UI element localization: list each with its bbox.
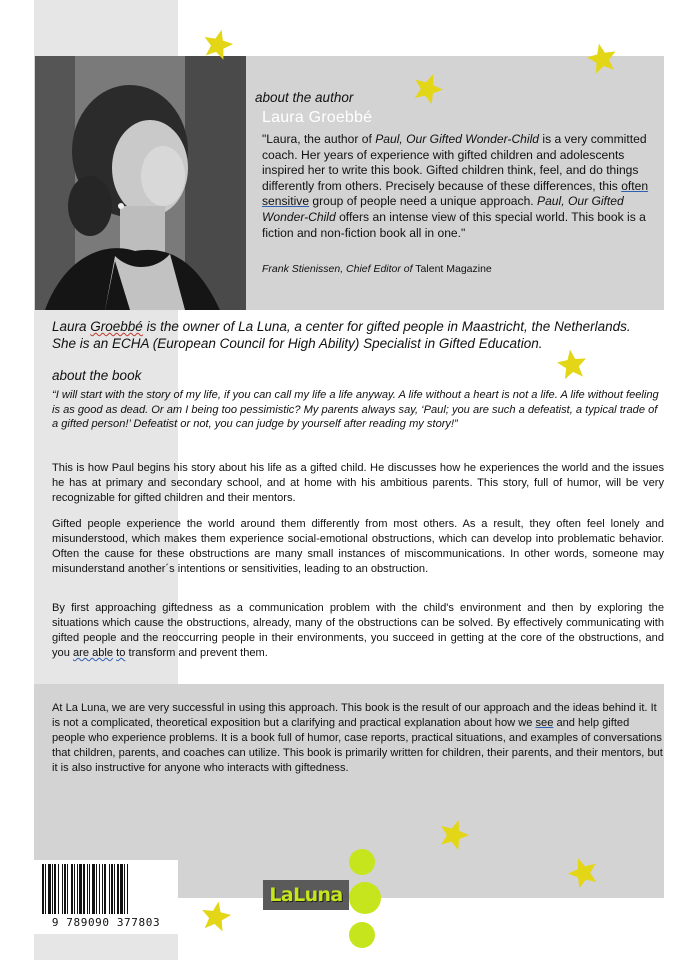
barcode-bar (117, 864, 119, 914)
barcode-bar (52, 864, 53, 914)
author-intro: Laura Groebbé is the owner of La Luna, a center for gifted people in Maastricht, the Netherlands. She is an ECHA (European Council for High Ability) Specialist in Gifted Education. (52, 319, 631, 351)
barcode-bar (127, 864, 128, 914)
star-icon (438, 818, 470, 850)
star-icon (412, 72, 444, 104)
star-icon (202, 28, 234, 60)
barcode-bar (104, 864, 106, 914)
book-paragraph: Gifted people experience the world around them differently from most others. As a result, they often feel lonely and misunderstood, which makes them experience social-emotional obstructions, which can develop into problematic behavior. Often the cause for these obstructions are many small instances of miscommunications. In other words, someone may misunderstand another´s intentions or sensitivities, leading to an obstruction. (52, 518, 664, 575)
barcode-bar (114, 864, 115, 914)
barcode-bar (89, 864, 90, 914)
barcode-bar (99, 864, 100, 914)
green-dot (349, 849, 375, 875)
barcode-bar (124, 864, 125, 914)
barcode-bar (109, 864, 110, 914)
star-icon (200, 900, 232, 932)
barcode-bar (71, 864, 73, 914)
book-heading: about the book (52, 368, 142, 383)
barcode-bar (64, 864, 66, 914)
author-name: Laura Groebbé (262, 109, 373, 126)
barcode-bar (79, 864, 82, 914)
author-quote: "Laura, the author of Paul, Our Gifted Wonder-Child is a very committed coach. Her years of experience with gifted children and adolescents inspired her to write this book. Gifted children think, feel, and do things differently from others. Precisely because of these differences, this often sensitive group of people need a unique approach. Paul, Our Gifted Wonder-Child offers an intense view of this special world. This book is a fiction and non-fiction book all in one." (262, 132, 649, 240)
laluna-logo (263, 880, 349, 910)
author-heading: about the author (255, 90, 354, 105)
star-icon (556, 348, 588, 380)
book-paragraph: At La Luna, we are very successful in using this approach. This book is the result of our approach and the ideas behind it. It is not a complicated, theoretical exposition but a clarifying and practical explanation about how we see and help gifted people who experience problems. It is a book full of humor, case reports, practical situations, and examples of conversations that children, parents, and coaches can utilize. This book is primarily written for children, their parents, and their mentors, but it is also instructive for anyone who interacts with giftedness. (52, 702, 663, 774)
barcode-bar (67, 864, 68, 914)
green-dot (349, 922, 375, 948)
barcode-bar (48, 864, 51, 914)
underlined-phrase: often sensitive (262, 178, 649, 209)
quote-source: Frank Stienissen, Chief Editor of Talent Magazine (262, 263, 492, 275)
isbn-number: 9 789090 377803 (51, 916, 161, 929)
author-photo (35, 56, 246, 310)
star-icon (567, 856, 599, 888)
green-dot (349, 882, 381, 914)
barcode-bar (62, 864, 63, 914)
misspelled-name: Groebbé (90, 319, 143, 334)
barcode-bar (83, 864, 85, 914)
book-paragraph: This is how Paul begins his story about his life as a gifted child. He discusses how he experiences the world and the issues he has at primary and secondary school, and at home with his ambitious parents. This story, full of humor, will be very recognizable for gifted children and their mentors. (52, 462, 664, 504)
star-icon (586, 42, 618, 74)
logo-text: LaLuna (269, 884, 343, 906)
book-excerpt: “I will start with the story of my life, if you can call my life a life anyway. A life without a heart is not a life. A life without feeling is as good as dead. Or am I being too pessimistic? My parents always say, ‘Paul; you are such a defeatist, a typical trade of a gifted person!’ Defeatist or not, you can judge by yourself after reading my story!” (52, 389, 659, 431)
barcode-bar (45, 864, 46, 914)
barcode-bar (74, 864, 75, 914)
barcode-bar (87, 864, 88, 914)
barcode-bar (120, 864, 123, 914)
barcode-bar (42, 864, 44, 914)
barcode-bar (111, 864, 113, 914)
barcode-bar (77, 864, 78, 914)
barcode-bar (96, 864, 97, 914)
barcode-bar (54, 864, 56, 914)
barcode-bar (102, 864, 103, 914)
book-paragraph: By first approaching giftedness as a communication problem with the child's environment and then by exploring the situations which cause the obstructions, already, many of the obstructions can be solved. By effectively communicating with gifted people and the reoccurring people in their environments, you succeed in getting at the core of the obstructions, and you are able to transform and prevent them. (52, 602, 664, 659)
barcode-bar (58, 864, 59, 914)
barcode-bar (92, 864, 95, 914)
